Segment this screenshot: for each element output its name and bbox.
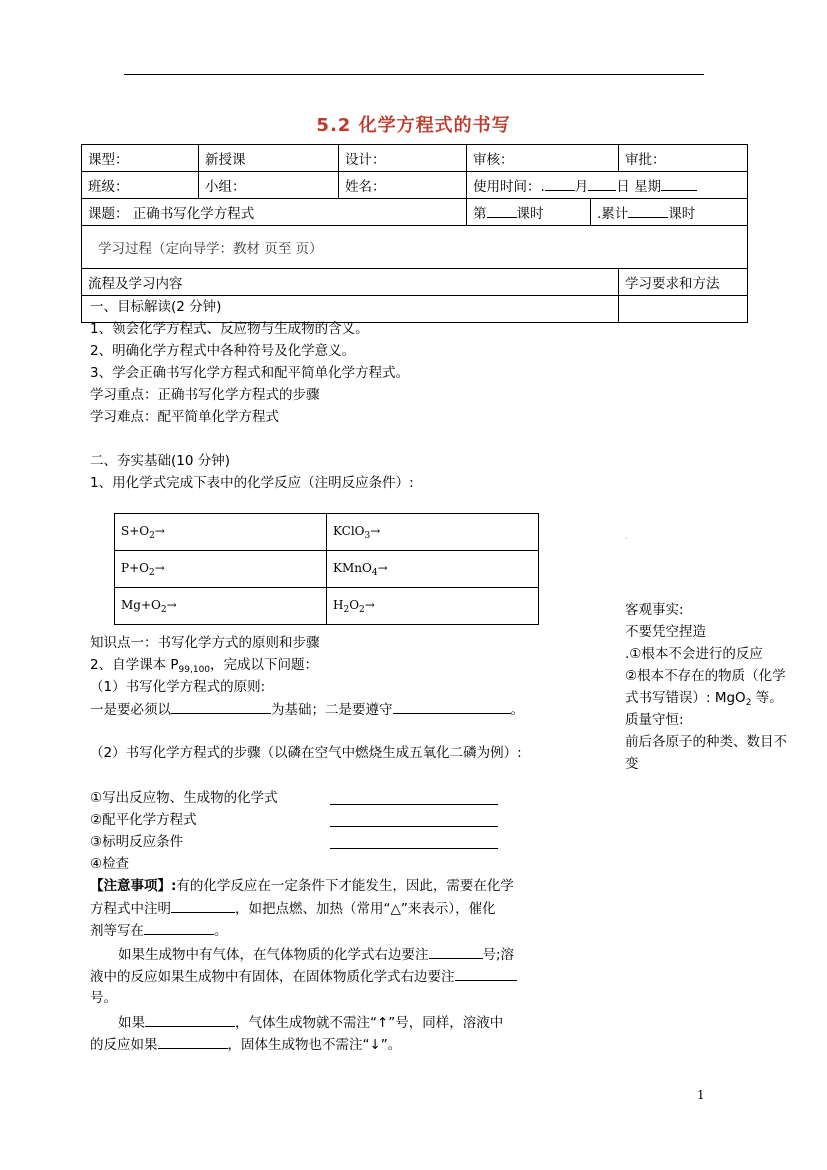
note-line-7: 如果 ，气体生成物就不需注“↑”号，同样，溶液中 — [118, 1012, 503, 1033]
col-header-method: 学习要求和方法 — [619, 269, 748, 296]
key-point: 学习重点：正确书写化学方程式的步骤 — [90, 387, 320, 403]
body-row — [82, 296, 748, 323]
principle-line: 一是要必须以 为基础；二是要遵守 。 — [90, 699, 524, 720]
goal-1: 1、领会化学方程式、反应物与生成物的含义。 — [90, 321, 369, 337]
note-line-4: 如果生成物中有气体，在气体物质的化学式右边要注 号;溶 — [118, 944, 514, 965]
info-row-2 — [82, 172, 748, 199]
step-4: ④检查 — [90, 856, 130, 872]
lesson-table — [81, 144, 787, 1053]
reaction-sulfur: $S+O_2\to$ — [115, 514, 327, 551]
reaction-kmno4: KMnO$_4$→ — [327, 551, 539, 588]
difficult-point: 学习难点：配平简单化学方程式 — [90, 409, 279, 425]
principle-heading: （1）书写化学方程式的原则: — [90, 679, 266, 695]
group-label: 小组： — [199, 172, 339, 199]
designer-label: 设计： — [339, 145, 467, 172]
class-label: 班级： — [82, 172, 199, 199]
side-point-1: .①根本不会进行的反应 — [625, 646, 763, 662]
reaction-row — [115, 551, 539, 588]
step-3-blank[interactable] — [330, 848, 498, 849]
header-rule — [124, 74, 704, 75]
usage-time: 使用时间：. 月 日 星期 — [467, 172, 748, 199]
process-heading: 学习过程（定向导学：教材 页至 页） — [82, 226, 748, 269]
note-line-2: 方程式中注明 ，如把点燃、加热（常用“△”来表示），催化 — [90, 898, 496, 919]
content-cell — [82, 296, 619, 1053]
goal-3: 3、学会正确书写化学方程式和配平简单化学方程式。 — [90, 365, 410, 381]
column-header-row — [82, 269, 748, 296]
lesson-count: 第 课时 — [467, 199, 591, 226]
info-row-3 — [82, 199, 748, 226]
side-no-fabrication: 不要凭空捏造 — [625, 624, 706, 640]
reaction-h2o2: $H_2O_2\to$ — [327, 588, 539, 625]
name-label: 姓名： — [339, 172, 467, 199]
section-2-heading: 二、夯实基础(10 分钟) — [90, 453, 231, 469]
side-objective-fact: 客观事实: — [625, 602, 684, 618]
reviewer-label: 审核： — [467, 145, 619, 172]
total-count: .累计 课时 — [591, 199, 748, 226]
question-1: 1、用化学式完成下表中的化学反应（注明反应条件）: — [90, 475, 414, 491]
step-1: ①写出反应物、生成物的化学式 — [90, 790, 278, 806]
reaction-magnesium: $Mg+O_2\to$ — [115, 588, 327, 625]
yellow-dot-mark: . — [625, 532, 628, 541]
note-line-6: 号。 — [90, 990, 117, 1006]
reaction-row — [115, 514, 539, 551]
info-row-1 — [82, 145, 748, 172]
note-line-5: 液中的反应如果生成物中有固体，在固体物质化学式右边要注 — [90, 966, 517, 987]
method-cell — [619, 296, 787, 772]
page-number: 1 — [697, 1088, 705, 1102]
course-type-label: 课型： — [82, 145, 199, 172]
reaction-kclo3: KClO$_3$→ — [327, 514, 539, 551]
reaction-row — [115, 588, 539, 625]
note-line-3: 剂等写在 。 — [90, 920, 228, 941]
steps-heading: （2）书写化学方程式的步骤（以磷在空气中燃烧生成五氧化二磷为例）: — [90, 745, 522, 761]
question-2: 2、自学课本 $P_{99,100}$，完成以下问题： — [90, 657, 319, 675]
process-row — [82, 226, 748, 269]
step-3: ③标明反应条件 — [90, 834, 184, 850]
note-line-1: 【注意事项】:有的化学反应在一定条件下才能发生，因此，需要在化学 — [90, 878, 514, 894]
side-point-2-cont: 式书写错误）: MgO$_2$ 等。 — [625, 690, 783, 708]
section-1-heading: 一、目标解读(2 分钟) — [90, 299, 222, 315]
side-atoms-cont: 变 — [625, 756, 639, 772]
side-point-2: ②根本不存在的物质（化学 — [625, 668, 786, 684]
knowledge-point-1: 知识点一：书写化学方式的原则和步骤 — [90, 635, 320, 651]
side-atoms: 前后各原子的种类、数目不 — [625, 734, 787, 750]
step-2: ②配平化学方程式 — [90, 812, 197, 828]
course-type-value: 新授课 — [199, 145, 339, 172]
step-1-blank[interactable] — [330, 804, 498, 805]
reaction-table — [114, 513, 539, 625]
side-mass-conservation: 质量守恒: — [625, 712, 684, 728]
goal-2: 2、明确化学方程式中各种符号及化学意义。 — [90, 343, 356, 359]
reaction-phosphorus: $P+O_2\to$ — [115, 551, 327, 588]
note-line-8: 的反应如果 ，固体生成物也不需注“↓”。 — [90, 1034, 401, 1055]
topic-cell: 课题： 正确书写化学方程式 — [82, 199, 467, 226]
approver-label: 审批： — [619, 145, 748, 172]
col-header-content: 流程及学习内容 — [82, 269, 619, 296]
step-2-blank[interactable] — [330, 826, 498, 827]
page-title: 5.2 化学方程式的书写 — [316, 115, 511, 136]
